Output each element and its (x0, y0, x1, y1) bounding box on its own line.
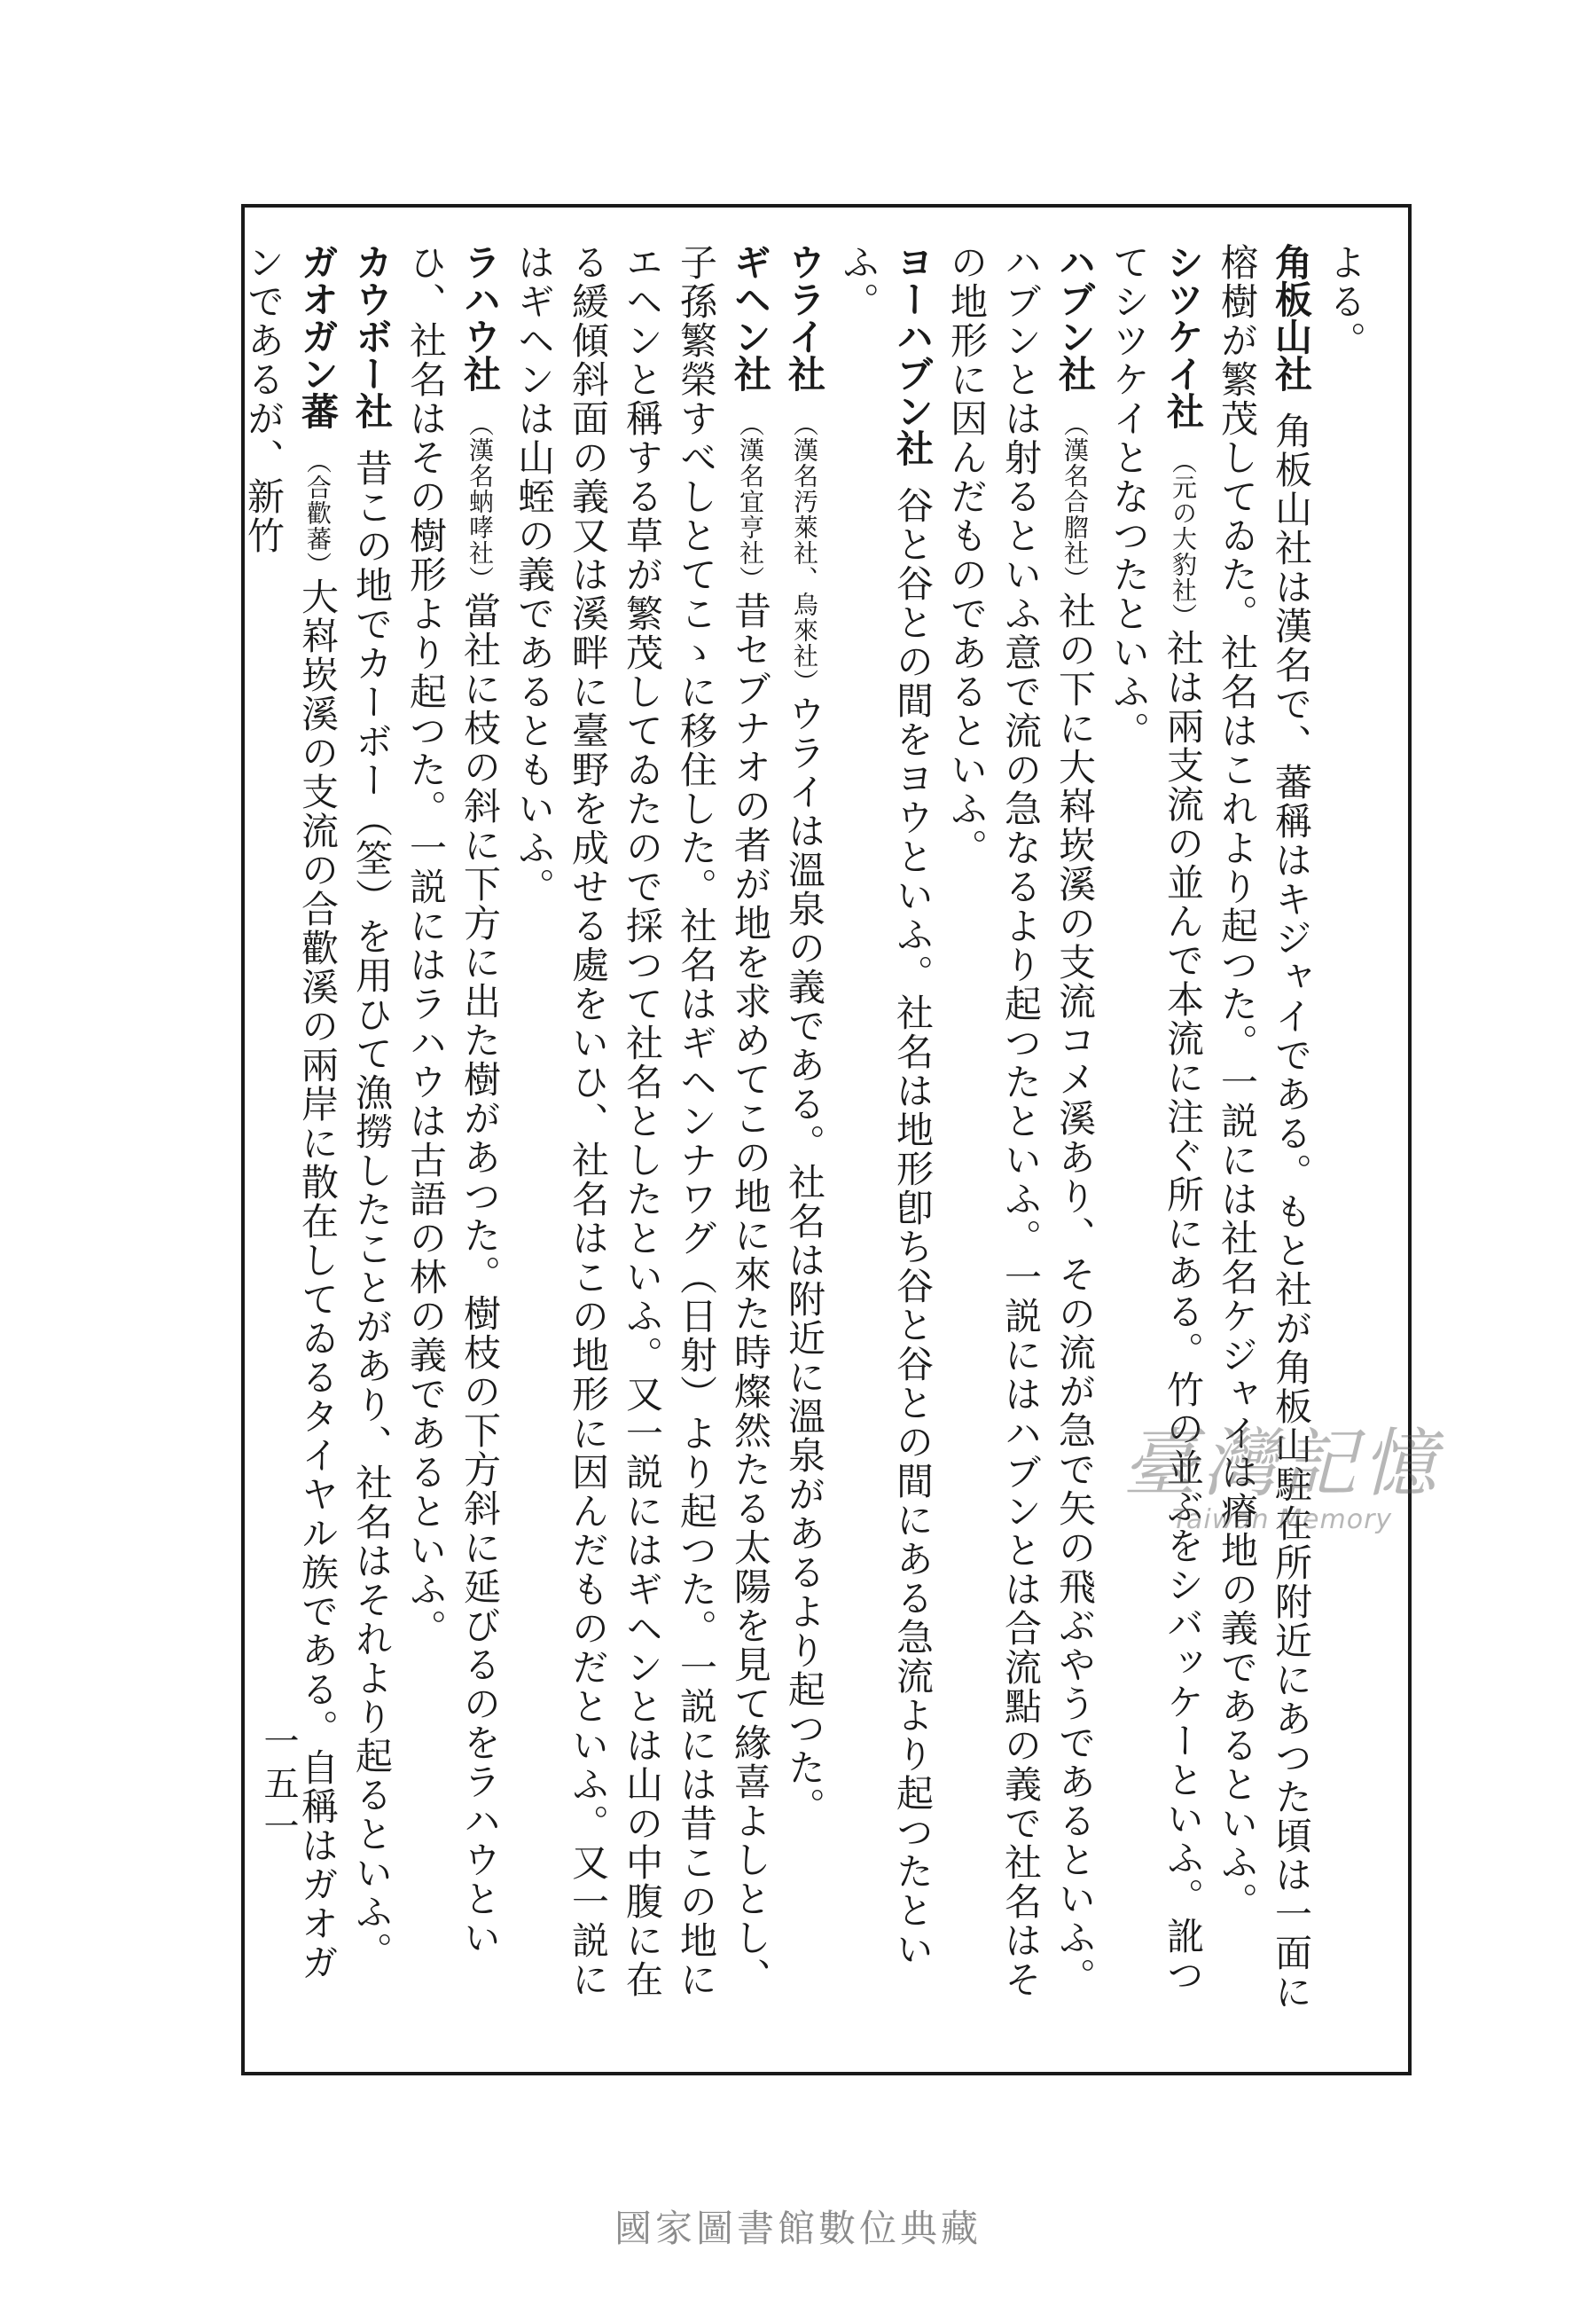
paragraph (1318, 243, 1373, 2019)
paragraph (399, 243, 507, 2019)
entry-body: 谷と谷との間をヨウといふ。社名は地形卽ち谷と谷との間にある急流より起つたといふ。 (837, 243, 935, 1969)
paragraph (940, 243, 1102, 2019)
entry-heading: ハブン社 (1053, 243, 1097, 392)
entry-heading: シツケイ社 (1162, 243, 1205, 429)
entry-heading: カウボー社 (350, 243, 394, 429)
entry-heading: ヨーハブン社 (891, 243, 935, 467)
watermark-chinese: 臺灣記憶 (1122, 1420, 1442, 1507)
entry-body: 角板山社は漢名で、蕃稱はキジャイである。もと社が角板山駐在所附近にあつた頃は一面に榕樹が繁茂してゐた。社名はこれより起つた。一説には社名ケジャイは瘠地の義であるといふ。 (1216, 243, 1313, 2012)
page-frame (241, 204, 1442, 2075)
entry-heading: 角板山社 (1270, 243, 1313, 392)
entry-heading: ウライ社 (783, 243, 826, 392)
paragraph (778, 243, 832, 2019)
paragraph (832, 243, 940, 2019)
entry-body: ウライは溫泉の義である。社名は附近に溫泉があるより起つた。 (783, 694, 826, 1826)
entry-body: 社の下に大嵙崁溪の支流コメ溪あり、その流が急で矢の飛ぶやうであるといふ。ハブンとは射るといふ意で流の急なるより起つたといふ。一説にはハブンとは合流點の義で社名はその地形に因んだものであるといふ。 (945, 243, 1097, 1999)
paragraph (1102, 243, 1210, 2019)
watermark-english: Taiwan Memory (1171, 1504, 1393, 1535)
entry-note: （漢名合脗社） (1060, 412, 1090, 592)
entry-note: （漢名宜亨社） (736, 412, 765, 592)
entry-body: 昔この地でカーボー（筌）を用ひて漁撈したことがあり、社名はそれより起るといふ。 (350, 449, 394, 1971)
entry-heading: ラハウ社 (458, 243, 502, 392)
entry-heading: ガオガン蕃 (296, 243, 340, 429)
entry-note: （合歡蕃） (303, 449, 332, 577)
entry-body: 大嵙崁溪の支流の合歡溪の兩岸に散在してゐるタイヤル族である。自稱はガオガンであるが、新竹 (242, 243, 340, 1982)
entry-body: よる。 (1324, 243, 1367, 360)
entry-body: 社は兩支流の並んで本流に注ぐ所にある。竹の並ぶをシバッケーといふ。訛つてシツケイとなつたといふ。 (1107, 243, 1205, 1995)
entry-note: （元の大豹社） (1169, 449, 1198, 629)
paragraph (1210, 243, 1318, 2019)
footer-library-credit: 國家圖書館數位典藏 (614, 2207, 982, 2250)
entry-note: （漢名汚萊社、烏來社） (790, 412, 819, 694)
paragraph (345, 243, 399, 2019)
entry-heading: ギヘン社 (729, 243, 772, 392)
entry-body: 昔セブナオの者が地を求めてこの地に來た時燦然たる太陽を見て緣喜よしとし、子孫繁榮すべしとてこゝに移住した。社名はギヘンナワグ（日射）より起つた。一説には昔この地にエヘンと稱する草が繁茂してゐたので採つて社名としたといふ。又一説にはギヘンとは山の中腹に在る緩傾斜面の義又は溪畔に臺野を成せる處をいひ、社名はこの地形に因んだものだといふ。又一説にはギヘンは山蛭の義であるともいふ。 (512, 243, 772, 1999)
page-number: 一五一 (258, 1722, 299, 1850)
entry-body: 當社に枝の斜に下方に出た樹があつた。樹枝の下方斜に延びるのをラハウといひ、社名はその樹形より起つた。一説にはラハウは古語の林の義であるといふ。 (404, 243, 502, 1957)
paragraph (507, 243, 778, 2019)
entry-note: （漢名蚋哮社） (466, 412, 495, 592)
